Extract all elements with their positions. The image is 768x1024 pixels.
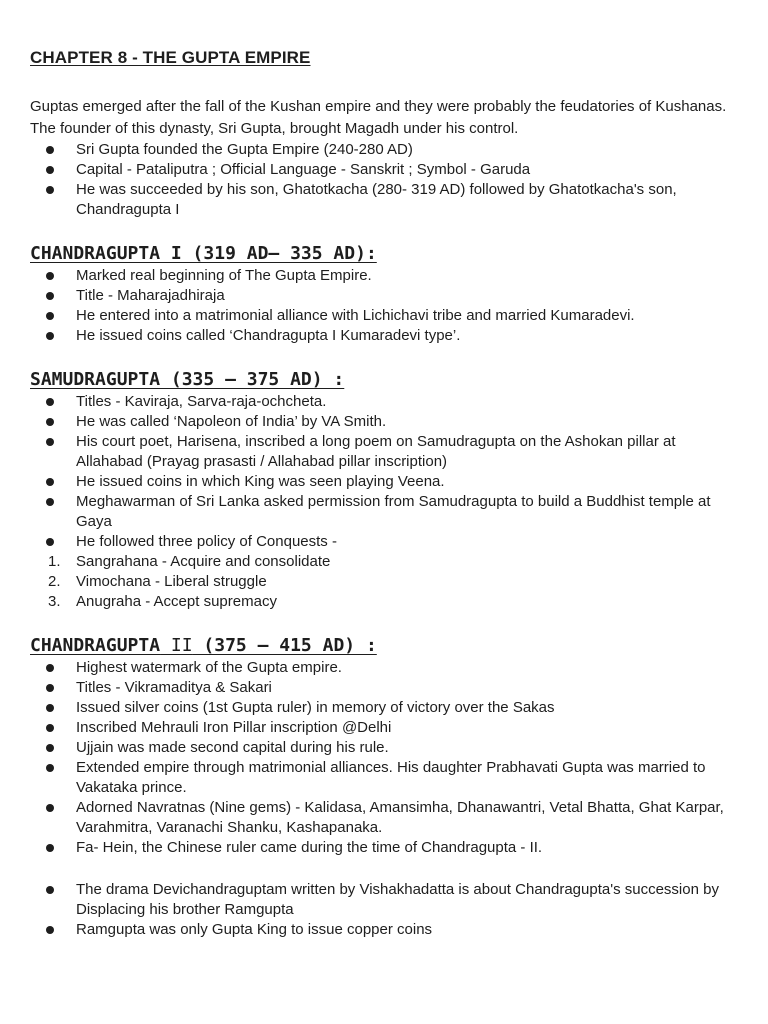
samudragupta-section [30, 369, 730, 612]
bullet-icon [46, 478, 54, 486]
list-item: Titles - Kaviraja, Sarva-raja-ochcheta. [30, 392, 730, 412]
bullet-icon [46, 398, 54, 406]
chandragupta-i-list [30, 266, 730, 346]
chandragupta-ii-section [30, 635, 730, 940]
list-item: Issued silver coins (1st Gupta ruler) in memory of victory over the Sakas [30, 698, 730, 718]
bullet-icon [46, 684, 54, 692]
list-item: Capital - Pataliputra ; Official Language - Sanskrit ; Symbol - Garuda [30, 160, 730, 180]
list-item: He followed three policy of Conquests - [30, 532, 730, 552]
list-item: Ramgupta was only Gupta King to issue copper coins [30, 920, 730, 940]
list-item: He was called ‘Napoleon of India’ by VA Smith. [30, 412, 730, 432]
bullet-icon [46, 724, 54, 732]
section-heading: SAMUDRAGUPTA (335 – 375 AD) : [30, 369, 345, 390]
numbered-item: 1. Sangrahana - Acquire and consolidate [48, 553, 331, 570]
list-item: Title - Maharajadhiraja [30, 286, 730, 306]
bullet-icon [46, 146, 54, 154]
intro-bullet-list [30, 140, 730, 220]
bullet-icon [46, 926, 54, 934]
list-item: His court poet, Harisena, inscribed a long poem on Samudragupta on the Ashokan pillar at Allahabad (Prayag prasasti / Allahabad pillar inscription) [30, 432, 730, 472]
chandragupta-ii-extra-list [30, 880, 730, 940]
chandragupta-ii-list [30, 658, 730, 858]
bullet-icon [46, 664, 54, 672]
bullet-icon [46, 804, 54, 812]
list-item: Titles - Vikramaditya & Sakari [30, 678, 730, 698]
list-item: The drama Devichandraguptam written by Vishakhadatta is about Chandragupta's succession by Displacing his brother Ramgupta [30, 880, 730, 920]
bullet-icon [46, 418, 54, 426]
numbered-item: 2. Vimochana - Liberal struggle [48, 573, 267, 590]
samudragupta-list [30, 392, 730, 552]
bullet-icon [46, 844, 54, 852]
bullet-icon [46, 438, 54, 446]
list-item: Ujjain was made second capital during his rule. [30, 738, 730, 758]
list-item: He issued coins in which King was seen playing Veena. [30, 472, 730, 492]
bullet-icon [46, 744, 54, 752]
list-item: He issued coins called ‘Chandragupta I Kumaradevi type’. [30, 326, 730, 346]
bullet-icon [46, 764, 54, 772]
section-heading: CHANDRAGUPTA I (319 AD– 335 AD): [30, 243, 377, 264]
list-item: Adorned Navratnas (Nine gems) - Kalidasa, Amansimha, Dhanawantri, Vetal Bhatta, Ghat Karpar, Varahmitra, Varanachi Shanku, Kashapanaka. [30, 798, 730, 838]
chandragupta-i-section [30, 243, 730, 346]
bullet-icon [46, 886, 54, 894]
bullet-icon [46, 332, 54, 340]
bullet-icon [46, 292, 54, 300]
section-heading: CHANDRAGUPTA II (375 – 415 AD) : [30, 635, 377, 656]
bullet-icon [46, 312, 54, 320]
list-item: Sri Gupta founded the Gupta Empire (240-280 AD) [30, 140, 730, 160]
bullet-icon [46, 186, 54, 194]
chapter-title: CHAPTER 8 - THE GUPTA EMPIRE [30, 48, 311, 67]
list-item: Marked real beginning of The Gupta Empire. [30, 266, 730, 286]
list-item: Meghawarman of Sri Lanka asked permission from Samudragupta to build a Buddhist temple at Gaya [30, 492, 730, 532]
conquest-policy-list [30, 552, 730, 612]
list-item: He entered into a matrimonial alliance with Lichichavi tribe and married Kumaradevi. [30, 306, 730, 326]
numbered-item: 3. Anugraha - Accept supremacy [48, 593, 277, 610]
list-item: Fa- Hein, the Chinese ruler came during the time of Chandragupta - II. [30, 838, 730, 858]
bullet-icon [46, 166, 54, 174]
bullet-icon [46, 538, 54, 546]
intro-section [30, 96, 730, 220]
bullet-icon [46, 272, 54, 280]
spacer [30, 858, 730, 880]
list-item: He was succeeded by his son, Ghatotkacha (280- 319 AD) followed by Ghatotkacha's son, Chandragupta I [30, 180, 730, 220]
bullet-icon [46, 498, 54, 506]
list-item: Inscribed Mehrauli Iron Pillar inscription @Delhi [30, 718, 730, 738]
list-item: Extended empire through matrimonial alliances. His daughter Prabhavati Gupta was married to Vakataka prince. [30, 758, 730, 798]
list-item: Highest watermark of the Gupta empire. [30, 658, 730, 678]
bullet-icon [46, 704, 54, 712]
intro-paragraph: Guptas emerged after the fall of the Kushan empire and they were probably the feudatories of Kushanas. The founder of this dynasty, Sri Gupta, brought Magadh under his control. [30, 98, 727, 137]
